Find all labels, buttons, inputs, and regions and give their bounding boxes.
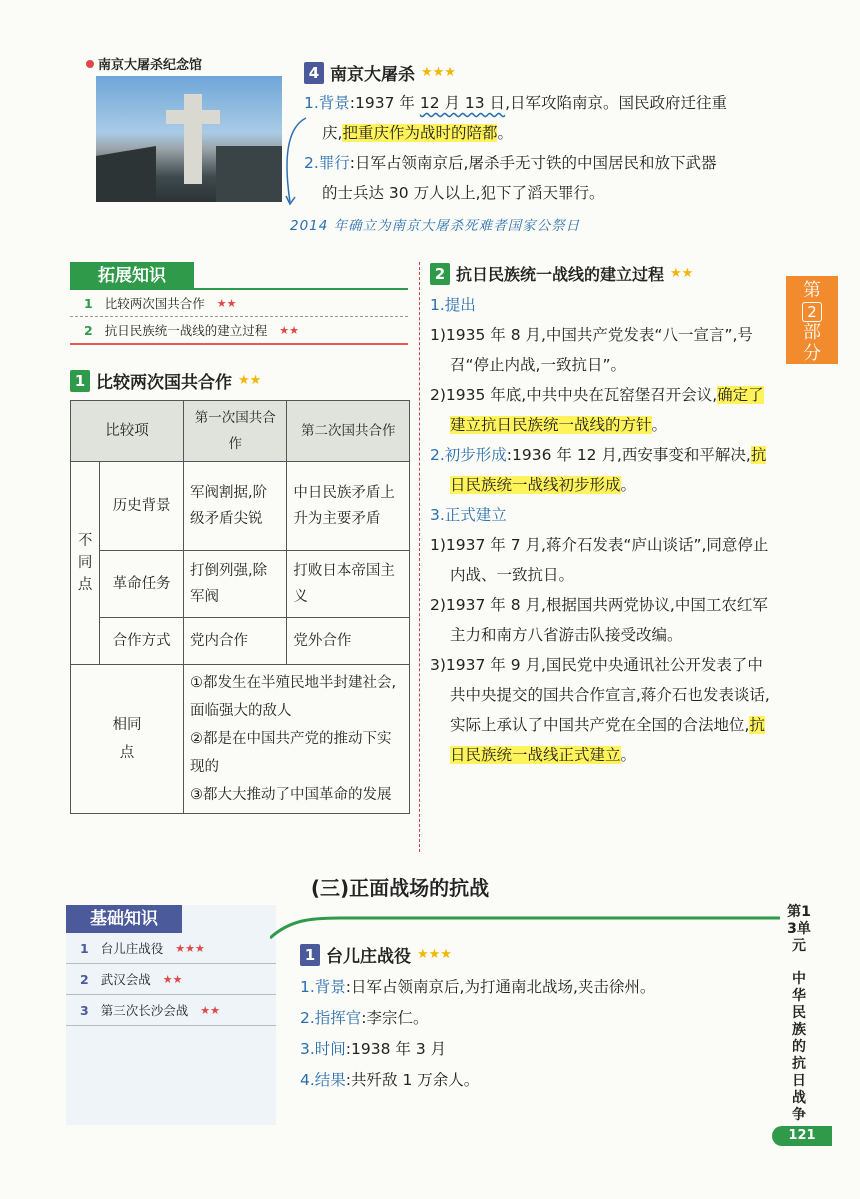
paragraph: 1)1935 年 8 月,中国共产党发表“八一宣言”,号召“停止内战,一致抗日”。 — [430, 326, 753, 374]
unit-side-label: 第13单元 中华民族的抗日战争 — [787, 904, 811, 1123]
paragraph: 1.背景:日军占领南京后,为打通南北战场,夹击徐州。 — [300, 978, 656, 996]
star-rating-icon: ★★★ — [417, 947, 452, 962]
star-rating-icon: ★★ — [238, 373, 262, 388]
basic-list-item: 2 武汉会战 ★★ — [66, 964, 276, 995]
paragraph: 4.结果:共歼敌 1 万余人。 — [300, 1071, 480, 1089]
section-number: 1 — [300, 944, 320, 966]
paragraph: 2.初步形成:1936 年 12 月,西安事变和平解决,抗日民族统一战线初步形成。 — [430, 446, 767, 494]
section-4-body — [304, 88, 784, 208]
memorial-cross-illustration — [96, 76, 282, 202]
star-rating-icon: ★★★ — [421, 65, 456, 80]
same-points-cell: ①都发生在半殖民地半封建社会,面临强大的敌人 ②都是在中国共产党的推动下实现的 ③都大大推动了中国革命的发展 — [184, 665, 410, 814]
table-cell: 合作方式 — [100, 618, 184, 665]
nanjing-crimes-cont: 的士兵达 30 万人以上,犯下了滔天罪行。 — [322, 184, 605, 202]
basic-knowledge-box — [66, 905, 276, 1125]
table-header: 比较项 — [71, 401, 184, 462]
green-divider-curve — [270, 912, 780, 942]
group-label: 相同点 — [71, 665, 184, 814]
nanjing-crimes: 2.罪行:日军占领南京后,屠杀手无寸铁的中国居民和放下武器 — [304, 154, 717, 172]
group-label: 不同点 — [71, 462, 100, 665]
section-number: 4 — [304, 62, 324, 84]
table-cell: 党外合作 — [287, 618, 410, 665]
subheading: 3.正式建立 — [430, 506, 507, 524]
table-row — [71, 618, 410, 665]
table-cell: 打倒列强,除军阀 — [184, 551, 287, 618]
star-rating-icon: ★★★ — [175, 941, 205, 955]
nanjing-background-cont: 庆,把重庆作为战时的陪都。 — [322, 124, 513, 142]
section-number: 1 — [70, 370, 90, 392]
header-rule — [70, 288, 408, 290]
taierzhuang-title: 1 台儿庄战役 ★★★ — [300, 942, 452, 967]
basic-list-item: 1 台儿庄战役 ★★★ — [66, 933, 276, 964]
paragraph: 2)1935 年底,中共中央在瓦窑堡召开会议,确定了建立抗日民族统一战线的方针。 — [430, 386, 764, 434]
section-number: 2 — [430, 263, 450, 285]
paragraph: 1)1937 年 7 月,蒋介石发表“庐山谈话”,同意停止内战、一致抗日。 — [430, 536, 769, 584]
subheading: 1.提出 — [430, 296, 476, 314]
star-rating-icon: ★★ — [200, 1003, 220, 1017]
star-rating-icon: ★★ — [162, 972, 183, 986]
memorial-photo — [96, 76, 282, 202]
table-row — [71, 462, 410, 551]
table-row — [71, 551, 410, 618]
star-rating-icon: ★★ — [279, 323, 299, 337]
table-header: 第一次国共合作 — [184, 401, 287, 462]
page-number: 121 — [772, 1126, 832, 1146]
handwritten-note: 2014 年确立为南京大屠杀死难者国家公祭日 — [290, 218, 581, 234]
star-rating-icon: ★★ — [670, 266, 694, 281]
nanjing-background: 1.背景:1937 年 12 月 13 日,日军攻陷南京。国民政府迁往重 — [304, 94, 727, 112]
table-cell: 历史背景 — [100, 462, 184, 551]
note-arrow-icon — [280, 112, 310, 212]
table-header-row — [71, 401, 410, 462]
table-row — [71, 665, 410, 814]
paragraph: 2)1937 年 8 月,根据国共两党协议,中国工农红军主力和南方八省游击队接受改编。 — [430, 596, 768, 644]
table-cell: 军阀割据,阶级矛盾尖锐 — [184, 462, 287, 551]
taierzhuang-body — [300, 972, 770, 1096]
comparison-table — [70, 400, 410, 814]
table-cell: 党内合作 — [184, 618, 287, 665]
photo-caption: 南京大屠杀纪念馆 — [86, 54, 202, 73]
section-2-title: 2 抗日民族统一战线的建立过程 ★★ — [430, 262, 693, 285]
section-1-title: 1 比较两次国共合作 ★★ — [70, 368, 261, 393]
chapter-title: (三)正面战场的抗战 — [310, 876, 490, 900]
expand-knowledge-box — [70, 262, 408, 345]
expand-knowledge-header: 拓展知识 — [70, 262, 408, 290]
star-rating-icon: ★★ — [216, 296, 237, 310]
column-divider — [419, 262, 420, 852]
paragraph: 2.指挥官:李宗仁。 — [300, 1009, 429, 1027]
basic-list-item: 3 第三次长沙会战 ★★ — [66, 995, 276, 1026]
expand-list-item: 2 抗日民族统一战线的建立过程 ★★ — [70, 317, 408, 345]
table-cell: 打败日本帝国主义 — [287, 551, 410, 618]
table-cell: 革命任务 — [100, 551, 184, 618]
expand-list-item: 1 比较两次国共合作 ★★ — [70, 290, 408, 317]
paragraph: 3.时间:1938 年 3 月 — [300, 1040, 447, 1058]
part-number-badge: 2 — [786, 301, 838, 322]
bullet-icon — [86, 60, 94, 68]
basic-knowledge-header: 基础知识 — [66, 905, 182, 933]
section-2-body — [430, 290, 774, 770]
table-cell: 中日民族矛盾上升为主要矛盾 — [287, 462, 410, 551]
section-4-title: 4 南京大屠杀 ★★★ — [304, 60, 456, 85]
part-side-tab: 第 2 部 分 — [786, 276, 838, 364]
table-header: 第二次国共合作 — [287, 401, 410, 462]
paragraph: 3)1937 年 9 月,国民党中央通讯社公开发表了中共中央提交的国共合作宣言,蒋介石也发表谈话,实际上承认了中国共产党在全国的合法地位,抗日民族统一战线正式建立。 — [430, 656, 770, 764]
